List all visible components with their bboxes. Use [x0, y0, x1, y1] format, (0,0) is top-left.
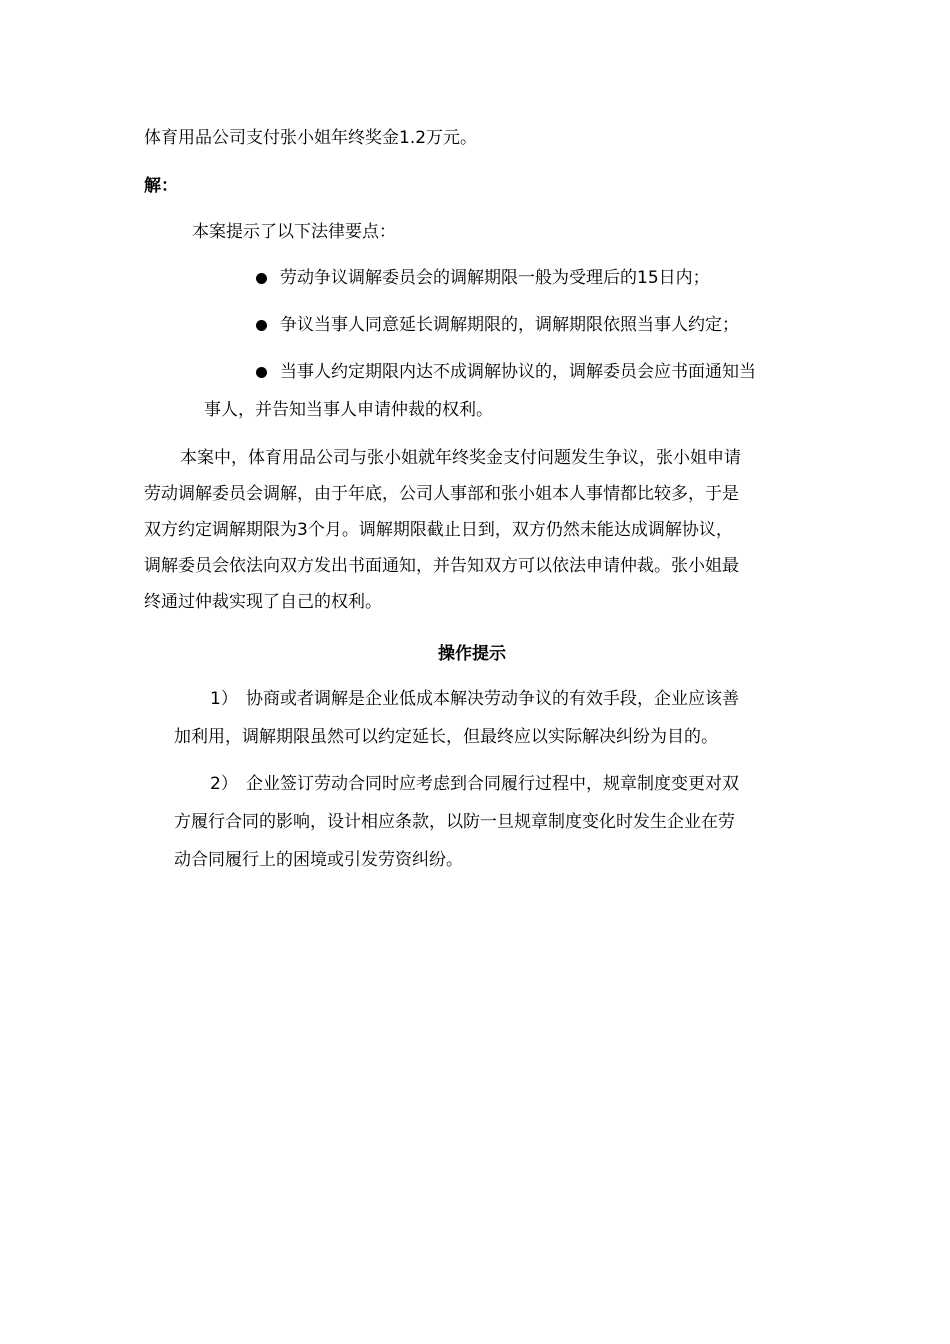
tip-2-line-1: 企业签订劳动合同时应考虑到合同履行过程中，规章制度变更对双 — [246, 774, 739, 794]
tip-1-line-2: 加利用，调解期限虽然可以约定延长，但最终应以实际解决纠纷为目的。 — [174, 727, 718, 747]
case-paragraph-line-5: 终通过仲裁实现了自己的权利。 — [144, 592, 382, 612]
bullet-icon — [256, 320, 267, 331]
answer-label: 解： — [144, 176, 178, 196]
tip-2-line-3: 动合同履行上的困境或引发劳资纠纷。 — [174, 850, 463, 870]
case-paragraph-line-4: 调解委员会依法向双方发出书面通知，并告知双方可以依法申请仲裁。张小姐最 — [144, 556, 739, 576]
bullet-icon — [256, 367, 267, 378]
bullet-icon — [256, 273, 267, 284]
bullet-point-3-line-2: 事人，并告知当事人申请仲裁的权利。 — [204, 400, 493, 420]
case-paragraph-line-1: 本案中，体育用品公司与张小姐就年终奖金支付问题发生争议，张小姐申请 — [180, 448, 741, 468]
bullet-point-3-line-1: 当事人约定期限内达不成调解协议的，调解委员会应书面通知当 — [280, 362, 756, 382]
tip-2-number: 2） — [210, 774, 238, 794]
tips-title: 操作提示 — [438, 644, 506, 664]
tip-1-number: 1） — [210, 689, 238, 709]
intro-line: 体育用品公司支付张小姐年终奖金1.2万元。 — [144, 128, 478, 148]
case-paragraph-line-3: 双方约定调解期限为3个月。调解期限截止日到，双方仍然未能达成调解协议， — [144, 520, 733, 540]
points-intro: 本案提示了以下法律要点： — [192, 222, 396, 242]
case-paragraph-line-2: 劳动调解委员会调解，由于年底，公司人事部和张小姐本人事情都比较多，于是 — [144, 484, 739, 504]
bullet-point-2: 争议当事人同意延长调解期限的，调解期限依照当事人约定； — [280, 315, 739, 335]
tip-2-line-2: 方履行合同的影响，设计相应条款，以防一旦规章制度变化时发生企业在劳 — [174, 812, 735, 832]
tip-1-line-1: 协商或者调解是企业低成本解决劳动争议的有效手段，企业应该善 — [246, 689, 739, 709]
bullet-point-1: 劳动争议调解委员会的调解期限一般为受理后的15日内； — [280, 268, 710, 288]
